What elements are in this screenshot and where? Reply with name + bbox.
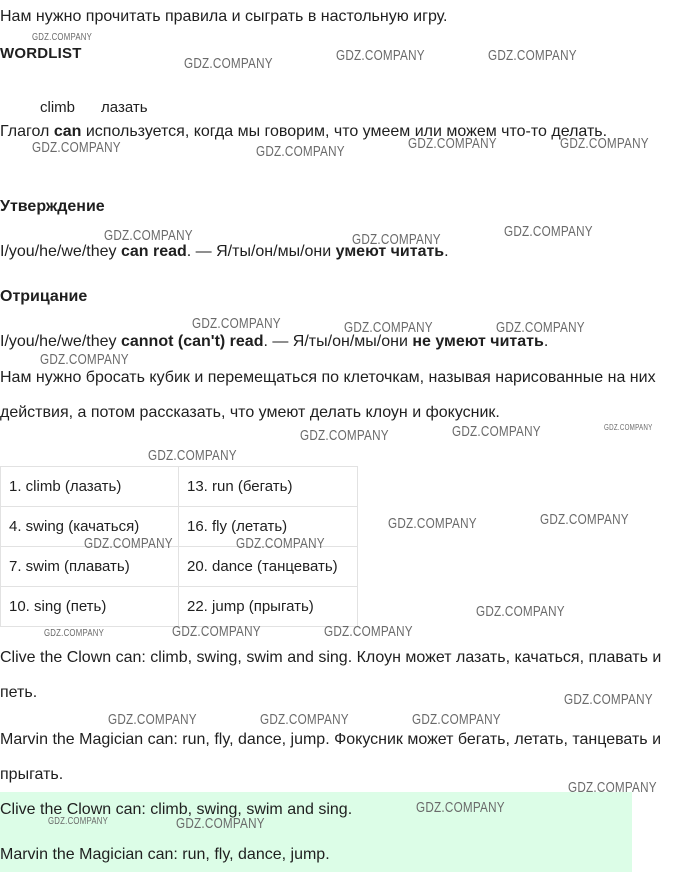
watermark: GDZ.COMPANY: [564, 691, 653, 708]
watermark: GDZ.COMPANY: [104, 227, 193, 244]
table-cell: 7. swim (плавать): [1, 547, 179, 587]
intro-text: Нам нужно прочитать правила и сыграть в настольную игру.: [0, 8, 448, 25]
watermark: GDZ.COMPANY: [184, 55, 273, 72]
wordlist-heading: WORDLIST: [0, 45, 82, 62]
watermark: GDZ.COMPANY: [388, 515, 477, 532]
magician-paragraph: Marvin the Magician can: run, fly, dance, jump. Фокусник может бегать, летать, танцевать и прыгать.: [0, 731, 662, 783]
watermark: GDZ.COMPANY: [32, 139, 121, 156]
watermark: GDZ.COMPANY: [540, 511, 629, 528]
watermark: GDZ.COMPANY: [44, 628, 105, 639]
table-cell: 10. sing (петь): [1, 587, 179, 627]
watermark: GDZ.COMPANY: [408, 135, 497, 152]
table-cell: 16. fly (летать): [179, 507, 358, 547]
table-row: [1, 547, 358, 587]
watermark: GDZ.COMPANY: [40, 351, 129, 368]
watermark: GDZ.COMPANY: [192, 315, 281, 332]
watermark: GDZ.COMPANY: [496, 319, 585, 336]
watermark: GDZ.COMPANY: [300, 427, 389, 444]
watermark: GDZ.COMPANY: [560, 135, 649, 152]
watermark: GDZ.COMPANY: [172, 623, 261, 640]
affirmative-heading: Утверждение: [0, 198, 105, 215]
watermark: GDZ.COMPANY: [256, 143, 345, 160]
table-cell: 13. run (бегать): [179, 467, 358, 507]
watermark: GDZ.COMPANY: [148, 447, 237, 464]
wordlist-translation: лазать: [101, 99, 148, 116]
rule-keyword: can: [53, 123, 82, 140]
watermark: GDZ.COMPANY: [416, 799, 505, 816]
table-row: [1, 467, 358, 507]
watermark: GDZ.COMPANY: [336, 47, 425, 64]
answer-block: [0, 792, 632, 872]
watermark: GDZ.COMPANY: [604, 423, 653, 432]
watermark: GDZ.COMPANY: [412, 711, 501, 728]
wordlist-clipped-row: [40, 99, 180, 116]
table-cell: 20. dance (танцевать): [179, 547, 358, 587]
watermark: GDZ.COMPANY: [568, 779, 657, 796]
watermark: GDZ.COMPANY: [504, 223, 593, 240]
table-row: [1, 587, 358, 627]
wordlist-word: climb: [40, 99, 76, 116]
watermark: GDZ.COMPANY: [352, 231, 441, 248]
table-cell: 4. swing (качаться): [1, 507, 179, 547]
negative-example: I/you/he/we/they cannot (can't) read. — Я/ты/он/мы/они не умеют читать.: [0, 333, 549, 350]
watermark: GDZ.COMPANY: [108, 711, 197, 728]
watermark: GDZ.COMPANY: [48, 816, 109, 827]
rule-paragraph: Глагол can используется, когда мы говорим, что умеем или можем что-то делать.: [0, 123, 608, 140]
table-cell: 1. climb (лазать): [1, 467, 179, 507]
watermark: GDZ.COMPANY: [324, 623, 413, 640]
answer-line-clown: Clive the Clown can: climb, swing, swim and sing.: [0, 801, 353, 818]
clown-paragraph: Clive the Clown can: climb, swing, swim and sing. Клоун может лазать, качаться, плавать и петь.: [0, 649, 662, 701]
watermark: GDZ.COMPANY: [176, 815, 265, 832]
watermark: GDZ.COMPANY: [260, 711, 349, 728]
table-cell: 22. jump (прыгать): [179, 587, 358, 627]
watermark: GDZ.COMPANY: [236, 535, 325, 552]
watermark: GDZ.COMPANY: [488, 47, 577, 64]
watermark: GDZ.COMPANY: [344, 319, 433, 336]
watermark: GDZ.COMPANY: [476, 603, 565, 620]
watermark: GDZ.COMPANY: [452, 423, 541, 440]
watermark: GDZ.COMPANY: [32, 32, 93, 43]
watermark: GDZ.COMPANY: [84, 535, 173, 552]
task-paragraph: Нам нужно бросать кубик и перемещаться по клеточкам, называя нарисованные на них действия, а потом рассказать, что умеют делать клоун и фокусник.: [0, 369, 656, 421]
answer-line-magician: Marvin the Magician can: run, fly, dance, jump.: [0, 846, 330, 863]
affirmative-example: I/you/he/we/they can read. — Я/ты/он/мы/они умеют читать.: [0, 243, 449, 260]
negative-heading: Отрицание: [0, 288, 88, 305]
